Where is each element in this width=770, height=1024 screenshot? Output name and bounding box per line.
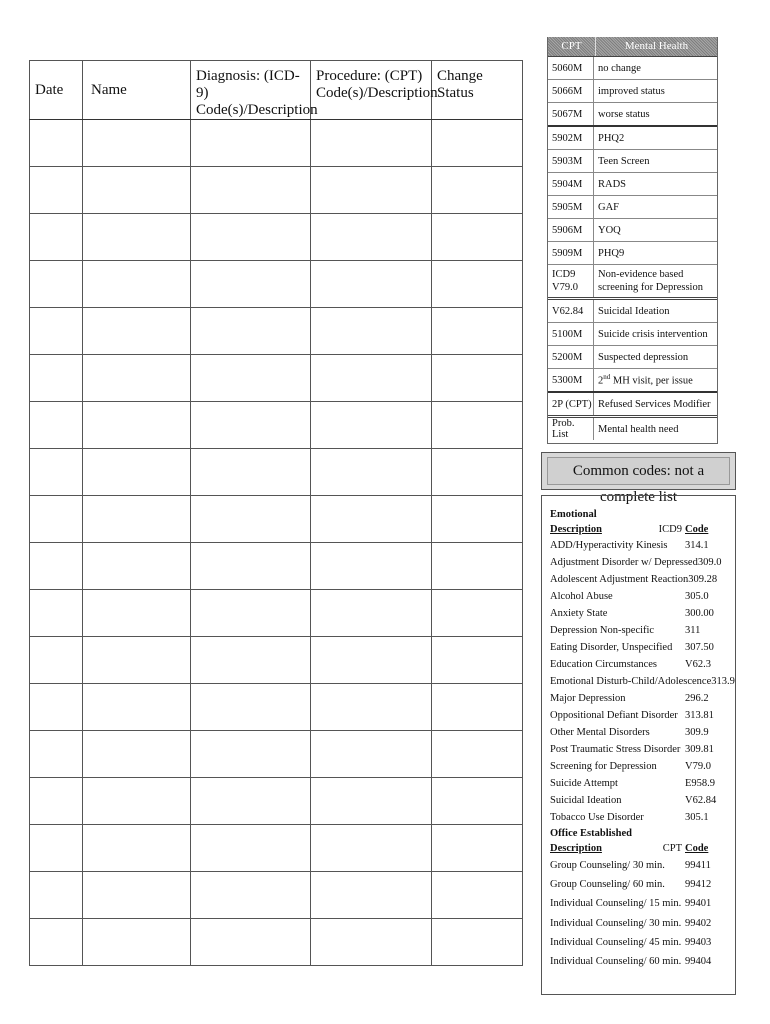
log-cell-name[interactable] [83,543,191,590]
log-cell-name[interactable] [83,872,191,919]
log-cell-procedure[interactable] [311,449,432,496]
log-cell-procedure[interactable] [311,261,432,308]
emotional-code-row [550,758,729,775]
log-cell-change[interactable] [432,919,523,966]
log-cell-name[interactable] [83,261,191,308]
log-cell-diagnosis[interactable] [191,731,311,778]
mh-code-row [548,323,717,346]
log-cell-diagnosis[interactable] [191,684,311,731]
mh-code-row [548,418,717,440]
header-diagnosis: Diagnosis: (ICD-9) Code(s)/Description [191,61,311,120]
log-cell-date[interactable] [30,731,83,778]
mh-code: V62.84 [548,300,594,322]
mh-code: 5906M [548,219,594,241]
mh-desc: improved status [598,85,665,97]
emotional-desc: ADD/Hyperactivity Kinesis [550,540,668,551]
office-code: 99411 [685,860,711,871]
office-code-row [550,894,729,913]
mh-code: 5067M [548,103,594,125]
emotional-code: 309.81 [685,744,714,755]
mh-desc-rest: MH visit, per issue [610,375,693,387]
log-row [30,355,523,402]
mh-desc: no change [598,62,641,74]
emotional-code: V79.0 [685,761,711,772]
office-header [550,841,729,856]
common-codes-banner [541,452,736,505]
log-cell-change[interactable] [432,120,523,167]
emotional-code-row [550,656,729,673]
log-row [30,731,523,778]
log-cell-date[interactable] [30,402,83,449]
emotional-code: 309.28 [688,574,718,585]
emotional-desc: Adjustment Disorder w/ Depressed [550,557,698,568]
log-cell-name[interactable] [83,684,191,731]
office-code-row [550,914,729,933]
mh-code: Prob. List [548,418,594,440]
log-cell-diagnosis[interactable] [191,402,311,449]
log-cell-name[interactable] [83,120,191,167]
mh-desc: Suspected depression [598,351,689,363]
log-cell-name[interactable] [83,214,191,261]
log-header-row [30,61,523,120]
codes-header-cpt: CPT [548,37,596,56]
emotional-desc: Education Circumstances [550,659,658,670]
mh-desc: RADS [598,178,627,190]
log-cell-change[interactable] [432,214,523,261]
log-cell-change[interactable] [432,778,523,825]
log-cell-diagnosis[interactable] [191,825,311,872]
mh-code-row [548,300,717,323]
emotional-code: E958.9 [685,778,716,789]
log-cell-change[interactable] [432,684,523,731]
office-list [550,856,729,971]
log-cell-procedure[interactable] [311,120,432,167]
log-cell-date[interactable] [30,825,83,872]
emotional-code: 296.2 [685,693,709,704]
mh-code: ICD9 V79.0 [548,265,594,297]
emotional-code-header: Code [685,524,709,535]
emotional-code: 305.0 [685,591,709,602]
log-cell-change[interactable] [432,637,523,684]
office-code: 99401 [685,898,712,910]
log-row [30,261,523,308]
log-cell-procedure[interactable] [311,402,432,449]
emotional-code-row [550,554,729,571]
emotional-system-label: ICD9 [658,524,682,535]
log-cell-diagnosis[interactable] [191,496,311,543]
log-row [30,308,523,355]
log-row [30,919,523,966]
emotional-code-row [550,792,729,809]
log-cell-change[interactable] [432,731,523,778]
office-code: 99402 [685,917,712,929]
emotional-code-row [550,724,729,741]
emotional-desc: Other Mental Disorders [550,727,650,738]
codes-header-mental-health: Mental Health [624,40,689,52]
log-cell-change[interactable] [432,543,523,590]
log-cell-procedure[interactable] [311,684,432,731]
emotional-desc: Alcohol Abuse [550,591,613,602]
mh-code-row [548,369,717,393]
log-cell-change[interactable] [432,825,523,872]
log-cell-procedure[interactable] [311,308,432,355]
log-cell-change[interactable] [432,402,523,449]
log-cell-diagnosis[interactable] [191,590,311,637]
log-cell-name[interactable] [83,496,191,543]
mh-code-row [548,346,717,369]
emotional-title: Emotional [550,509,597,520]
emotional-code-row [550,673,735,690]
mh-code: 5100M [548,323,594,345]
log-row [30,684,523,731]
emotional-desc: Oppositional Defiant Disorder [550,710,678,721]
log-cell-change[interactable] [432,261,523,308]
header-date: Date [30,61,83,120]
emotional-desc: Anxiety State [550,608,608,619]
mh-desc: Mental health need [598,423,679,435]
log-row [30,872,523,919]
log-cell-date[interactable] [30,637,83,684]
emotional-desc: Suicidal Ideation [550,795,622,806]
log-cell-change[interactable] [432,590,523,637]
emotional-code-row [550,809,729,826]
emotional-desc: Suicide Attempt [550,778,618,789]
mh-code-row [548,127,717,150]
log-cell-date[interactable] [30,120,83,167]
log-cell-name[interactable] [83,919,191,966]
mh-code: 5060M [548,57,594,79]
log-cell-procedure[interactable] [311,825,432,872]
mh-code: 5904M [548,173,594,195]
emotional-code-row [550,605,729,622]
office-code-row [550,933,729,952]
codes-rows [548,57,717,440]
office-code-header: Code [685,843,709,854]
mh-code-row [548,265,717,300]
mh-desc: Non-evidence based screening for Depression [598,269,703,293]
mh-code-row [548,196,717,219]
log-cell-name[interactable] [83,590,191,637]
log-cell-procedure[interactable] [311,543,432,590]
log-cell-diagnosis[interactable] [191,120,311,167]
office-desc: Individual Counseling/ 60 min. [550,956,682,968]
log-cell-procedure[interactable] [311,731,432,778]
emotional-code: 300.00 [685,608,714,619]
log-cell-date[interactable] [30,355,83,402]
header-procedure: Procedure: (CPT) Code(s)/Description [311,61,432,120]
log-cell-date[interactable] [30,214,83,261]
mh-code-row [548,219,717,242]
mh-code: 5909M [548,242,594,264]
emotional-code: 309.9 [685,727,709,738]
mh-desc [594,373,717,387]
header-change-status: Change Status [432,61,523,120]
emotional-code: 305.1 [685,812,709,823]
log-row [30,590,523,637]
log-row [30,825,523,872]
log-row [30,214,523,261]
reference-codes-box [541,495,736,995]
log-cell-name[interactable] [83,731,191,778]
office-title: Office Established [550,828,632,839]
log-cell-date[interactable] [30,496,83,543]
log-cell-procedure[interactable] [311,590,432,637]
log-cell-date[interactable] [30,590,83,637]
emotional-list [550,537,735,826]
log-cell-diagnosis[interactable] [191,637,311,684]
emotional-code: 309.0 [697,557,722,568]
emotional-code: 307.50 [685,642,714,653]
mh-code: 5903M [548,150,594,172]
emotional-desc: Major Depression [550,693,626,704]
mh-desc: PHQ9 [598,247,625,259]
emotional-code-row [550,690,729,707]
emotional-code: V62.84 [685,795,717,806]
log-cell-date[interactable] [30,308,83,355]
mh-code-row [548,57,717,80]
log-cell-diagnosis[interactable] [191,214,311,261]
log-cell-name[interactable] [83,449,191,496]
office-code: 99404 [685,956,712,968]
mh-code-row [548,80,717,103]
log-cell-name[interactable] [83,402,191,449]
log-cell-procedure[interactable] [311,496,432,543]
emotional-code: 313.9 [711,676,735,687]
log-cell-diagnosis[interactable] [191,543,311,590]
mh-code-row [548,173,717,196]
log-cell-date[interactable] [30,872,83,919]
log-cell-change[interactable] [432,355,523,402]
emotional-code: 311 [685,625,701,636]
log-row [30,402,523,449]
mh-code: 5905M [548,196,594,218]
office-desc: Individual Counseling/ 45 min. [550,936,682,948]
office-code: 99403 [685,936,712,948]
emotional-code-row [550,775,729,792]
office-desc: Individual Counseling/ 15 min. [550,898,682,910]
log-row [30,167,523,214]
log-cell-procedure[interactable] [311,355,432,402]
log-cell-date[interactable] [30,684,83,731]
log-cell-change[interactable] [432,308,523,355]
mh-code: 5300M [548,369,594,391]
emotional-desc: Post Traumatic Stress Disorder [550,744,681,755]
emotional-code-row [550,639,729,656]
log-cell-procedure[interactable] [311,778,432,825]
log-row [30,778,523,825]
mh-desc: Suicide crisis intervention [598,328,708,340]
emotional-desc: Eating Disorder, Unspecified [550,642,673,653]
log-cell-procedure[interactable] [311,872,432,919]
log-row [30,496,523,543]
common-codes-text: Common codes: not a complete list [547,457,730,485]
emotional-code-row [550,537,729,554]
emotional-code-row [550,741,729,758]
log-cell-diagnosis[interactable] [191,919,311,966]
office-desc-header: Description [550,843,602,854]
mh-desc: GAF [598,201,620,213]
codes-header [548,37,717,57]
log-cell-diagnosis[interactable] [191,355,311,402]
mh-desc-ordinal: 2 [598,375,604,387]
emotional-desc: Emotional Disturb-Child/Adolescence [550,676,712,687]
log-cell-name[interactable] [83,637,191,684]
log-row [30,120,523,167]
emotional-desc-header: Description [550,524,602,535]
log-cell-change[interactable] [432,872,523,919]
mh-code: 5200M [548,346,594,368]
office-system-label: CPT [662,843,682,854]
emotional-code-row [550,571,729,588]
log-cell-diagnosis[interactable] [191,167,311,214]
emotional-code: 313.81 [685,710,714,721]
log-cell-name[interactable] [83,355,191,402]
office-code: 99412 [685,879,712,891]
emotional-code: V62.3 [685,659,711,670]
log-row [30,543,523,590]
log-cell-diagnosis[interactable] [191,449,311,496]
log-cell-change[interactable] [432,449,523,496]
log-cell-date[interactable] [30,778,83,825]
log-cell-date[interactable] [30,261,83,308]
office-code-row [550,856,729,875]
log-cell-change[interactable] [432,496,523,543]
mh-code: 5066M [548,80,594,102]
log-cell-procedure[interactable] [311,919,432,966]
log-cell-name[interactable] [83,167,191,214]
log-cell-name[interactable] [83,308,191,355]
log-cell-diagnosis[interactable] [191,261,311,308]
emotional-code-row [550,707,729,724]
log-cell-date[interactable] [30,919,83,966]
log-row [30,449,523,496]
mh-desc: Refused Services Modifier [598,398,711,410]
mental-health-codes-box [547,37,718,444]
emotional-desc: Tobacco Use Disorder [550,812,644,823]
log-cell-change[interactable] [432,167,523,214]
mh-desc: YOQ [598,224,621,236]
log-cell-procedure[interactable] [311,637,432,684]
header-name: Name [83,61,191,120]
mh-desc: Suicidal Ideation [598,305,670,317]
log-cell-procedure[interactable] [311,214,432,261]
emotional-desc: Adolescent Adjustment Reaction [550,574,689,585]
log-cell-procedure[interactable] [311,167,432,214]
emotional-desc: Screening for Depression [550,761,657,772]
office-desc: Group Counseling/ 30 min. [550,860,665,871]
mh-desc: PHQ2 [598,132,625,144]
mh-desc: Teen Screen [598,155,650,167]
log-cell-name[interactable] [83,778,191,825]
emotional-desc: Depression Non-specific [550,625,655,636]
mh-code-row [548,393,717,418]
mh-desc-superscript: nd [603,373,611,382]
mh-code: 5902M [548,127,594,149]
log-cell-diagnosis[interactable] [191,308,311,355]
patient-log-table [29,60,523,966]
mh-code-row [548,242,717,265]
mh-code: 2P (CPT) [548,393,594,415]
emotional-code-row [550,588,729,605]
emotional-header [550,522,729,537]
log-cell-diagnosis[interactable] [191,872,311,919]
log-cell-diagnosis[interactable] [191,778,311,825]
office-desc: Group Counseling/ 60 min. [550,879,665,891]
log-row [30,637,523,684]
mh-desc: worse status [598,108,650,120]
log-cell-date[interactable] [30,543,83,590]
emotional-code-row [550,622,729,639]
log-cell-date[interactable] [30,167,83,214]
mh-code-row [548,150,717,173]
log-cell-name[interactable] [83,825,191,872]
office-code-row [550,875,729,894]
mh-code-row [548,103,717,127]
office-desc: Individual Counseling/ 30 min. [550,917,682,929]
emotional-code: 314.1 [685,540,709,551]
log-cell-date[interactable] [30,449,83,496]
office-code-row [550,952,729,971]
